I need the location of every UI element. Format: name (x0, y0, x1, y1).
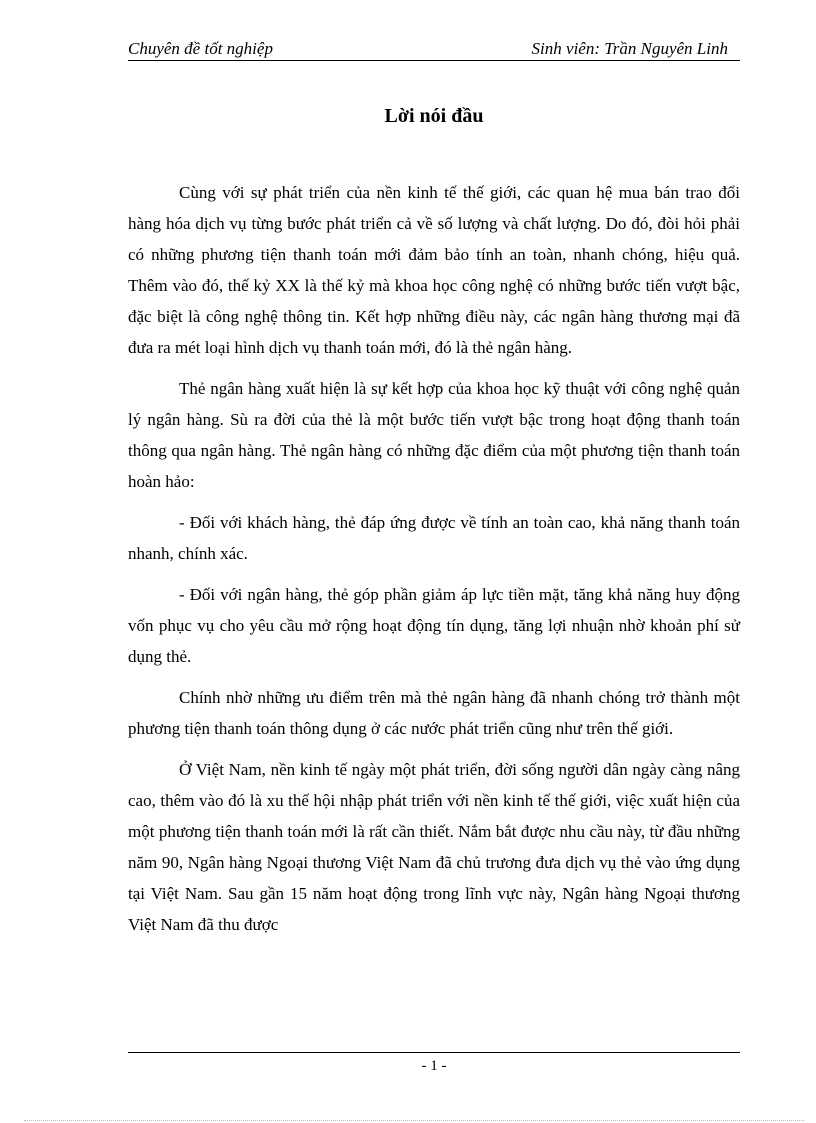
page-title: Lời nói đầu (384, 105, 484, 127)
paragraph: Cùng với sự phát triển của nền kinh tế thế giới, các quan hệ mua bán trao đổi hàng hóa dịch vụ từng bước phát triển cả về số lượng và chất lượng. Do đó, đòi hỏi phải có những phương tiện thanh toán mới đảm bảo tính an toàn, nhanh chóng, hiệu quả. Thêm vào đó, thế kỷ XX là thế kỷ mà khoa học công nghệ có những bước tiến vượt bậc, đặc biệt là công nghệ thông tin. Kết hợp những điều này, các ngân hàng thương mại đã đưa ra mét loại hình dịch vụ thanh toán mới, đó là thẻ ngân hàng. (128, 183, 740, 357)
footer-divider (128, 1052, 740, 1053)
paragraph: - Đối với khách hàng, thẻ đáp ứng được về tính an toàn cao, khả năng thanh toán nhanh, chính xác. (128, 513, 740, 563)
paragraph: Chính nhờ những ưu điểm trên mà thẻ ngân hàng đã nhanh chóng trở thành một phương tiện thanh toán thông dụng ở các nước phát triển cũng như trên thế giới. (128, 688, 740, 738)
page-edge-divider (24, 1120, 804, 1121)
paragraph: - Đối với ngân hàng, thẻ góp phần giảm áp lực tiền mặt, tăng khả năng huy động vốn phục vụ cho yêu cầu mở rộng hoạt động tín dụng, tăng lợi nhuận nhờ khoản phí sử dụng thẻ. (128, 585, 740, 666)
paragraph: Ở Việt Nam, nền kinh tế ngày một phát triển, đời sống người dân ngày càng nâng cao, thêm vào đó là xu thế hội nhập phát triển với nền kinh tế thế giới, việc xuất hiện của một phương tiện thanh toán mới là rất cần thiết. Nắm bắt được nhu cầu này, từ đầu những năm 90, Ngân hàng Ngoại thương Việt Nam đã chủ trương đưa dịch vụ thẻ vào ứng dụng tại Việt Nam. Sau gần 15 năm hoạt động trong lĩnh vực này, Ngân hàng Ngoại thương Việt Nam đã thu được (128, 760, 740, 934)
paragraph: Thẻ ngân hàng xuất hiện là sự kết hợp của khoa học kỹ thuật với công nghệ quản lý ngân hàng. Sù ra đời của thẻ là một bước tiến vượt bậc trong hoạt động thanh toán thông qua ngân hàng. Thẻ ngân hàng có những đặc điểm của một phương tiện thanh toán hoàn hảo: (128, 379, 740, 491)
page-number: - 1 - (421, 1058, 447, 1074)
header-document-type: Chuyên đề tốt nghiệp (128, 39, 273, 58)
page-header (128, 38, 740, 61)
header-student-name: Sinh viên: Trần Nguyên Linh (531, 39, 728, 58)
document-body (128, 177, 740, 950)
